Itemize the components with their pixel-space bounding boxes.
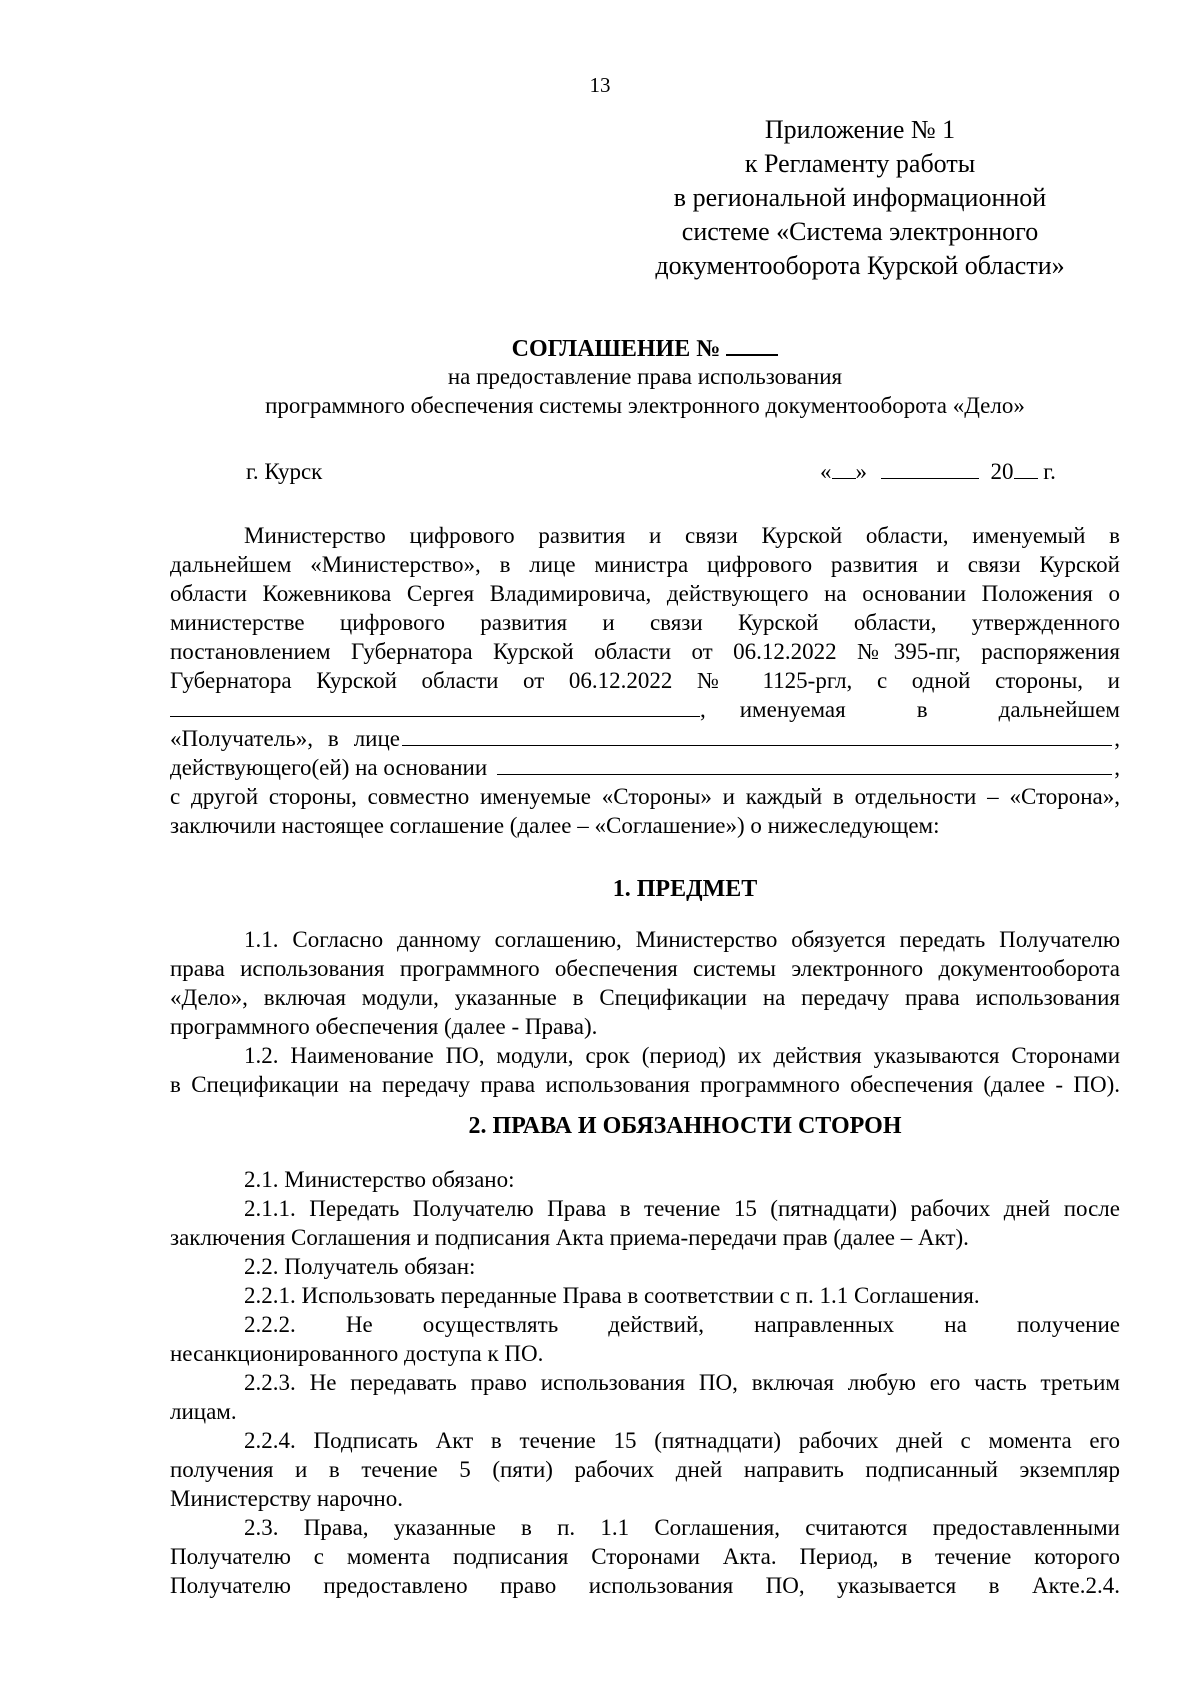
section-heading: 2. ПРАВА И ОБЯЗАННОСТИ СТОРОН: [468, 1113, 902, 1139]
text-line: Губернатора Курской области от 06.12.2022 № 1125-ргл, с одной стороны, и: [170, 668, 1120, 693]
date-line: [820, 457, 1056, 486]
year-prefix: 20: [990, 459, 1014, 484]
text-line: Министерству нарочно.: [170, 1486, 403, 1511]
text-line: права использования программного обеспечения системы электронного документооборота: [170, 956, 1120, 981]
text-line: 2.2.4. Подписать Акт в течение 15 (пятнадцати) рабочих дней с момента его: [244, 1428, 1120, 1453]
text-line: заключили настоящее соглашение (далее – «Соглашение») о нижеследующем:: [170, 813, 940, 838]
day-blank: [832, 458, 856, 479]
year-suffix: г.: [1043, 459, 1056, 484]
annex-line: системе «Система электронного: [681, 217, 1039, 246]
text-line: получения и в течение 5 (пяти) рабочих дней направить подписанный экземпляр: [170, 1457, 1120, 1482]
text-line: заключения Соглашения и подписания Акта приема-передачи прав (далее – Акт).: [170, 1225, 969, 1250]
text-line: 1.2. Наименование ПО, модули, срок (период) их действия указываются Сторонами: [244, 1043, 1120, 1068]
text-line: области Кожевникова Сергея Владимировича, действующего на основании Положения о: [170, 581, 1120, 606]
section-2-body: [170, 1165, 1120, 1600]
comma: ,: [1114, 755, 1120, 780]
text-line: министерстве цифрового развития и связи Курской области, утвержденного: [170, 610, 1120, 635]
preamble: [170, 521, 1120, 840]
text-line: 2.1. Министерство обязано:: [244, 1167, 515, 1192]
year-blank: [1014, 458, 1038, 479]
date-open-quote: «: [820, 459, 832, 484]
agreement-title: [0, 332, 1200, 364]
text-line: 2.3. Права, указанные в п. 1.1 Соглашения, считаются предоставленными: [244, 1515, 1120, 1540]
text-line: Получателю предоставлено право использования ПО, указывается в Акте.2.4.: [170, 1573, 1120, 1598]
text-line: дальнейшем «Министерство», в лице министра цифрового развития и связи Курской: [170, 552, 1120, 577]
section-2: [170, 1111, 1200, 1141]
text-fragment: именуемая в дальнейшем: [739, 697, 1120, 722]
comma: ,: [700, 697, 706, 722]
recipient-name-blank: [170, 696, 700, 717]
text-line: программного обеспечения (далее - Права).: [170, 1014, 598, 1039]
date-close-quote: »: [855, 459, 867, 484]
page-number: 13: [589, 73, 611, 97]
annex-line: документооборота Курской области»: [655, 251, 1065, 280]
text-line: 2.2.2. Не осуществлять действий, направленных на получение: [244, 1312, 1120, 1337]
agreement-title-text: СОГЛАШЕНИЕ №: [511, 336, 721, 362]
section-1-body: [170, 925, 1120, 1099]
representative-blank: [402, 725, 1112, 746]
month-blank: [881, 458, 979, 479]
text-line: несанкционированного доступа к ПО.: [170, 1341, 544, 1366]
text-line: 1.1. Согласно данному соглашению, Министерство обязуется передать Получателю: [244, 927, 1120, 952]
text-fragment: «Получатель», в лице: [170, 726, 400, 751]
text-line: Министерство цифрового развития и связи Курской области, именуемый в: [244, 523, 1120, 548]
text-line: лицам.: [170, 1399, 237, 1424]
text-line: 2.2.3. Не передавать право использования ПО, включая любую его часть третьим: [244, 1370, 1120, 1395]
text-line: Получателю с момента подписания Сторонами Акта. Период, в течение которого: [170, 1544, 1120, 1569]
annex-header: [600, 113, 1120, 283]
text-fragment: действующего(ей) на основании: [170, 755, 488, 780]
agreement-subtitle: [170, 362, 1120, 420]
section-heading: 1. ПРЕДМЕТ: [612, 876, 758, 902]
annex-line: к Регламенту работы: [744, 149, 976, 178]
recipient-name-row: [170, 695, 1120, 724]
text-line: 2.2. Получатель обязан:: [244, 1254, 476, 1279]
subtitle-line: на предоставление права использования: [447, 364, 843, 389]
text-line: с другой стороны, совместно именуемые «Стороны» и каждый в отдельности – «Сторона»,: [170, 784, 1120, 809]
comma: ,: [1114, 726, 1120, 751]
agreement-number-blank: [726, 332, 778, 356]
city: г. Курск: [246, 459, 323, 484]
basis-blank: [497, 754, 1112, 775]
subtitle-line: программного обеспечения системы электронного документооборота «Дело»: [265, 393, 1025, 418]
basis-row: [170, 753, 1120, 782]
text-line: «Дело», включая модули, указанные в Спецификации на передачу права использования: [170, 985, 1120, 1010]
annex-line: в региональной информационной: [673, 183, 1047, 212]
annex-line: Приложение № 1: [764, 115, 956, 144]
text-line: 2.2.1. Использовать переданные Права в соответствии с п. 1.1 Соглашения.: [244, 1283, 980, 1308]
section-1: [170, 874, 1200, 904]
text-line: постановлением Губернатора Курской области от 06.12.2022 №395-пг, распоряжения: [170, 639, 1120, 664]
text-line: в Спецификации на передачу права использования программного обеспечения (далее - ПО).: [170, 1072, 1120, 1097]
representative-row: [170, 724, 1120, 753]
text-line: 2.1.1. Передать Получателю Права в течение 15 (пятнадцати) рабочих дней после: [244, 1196, 1120, 1221]
